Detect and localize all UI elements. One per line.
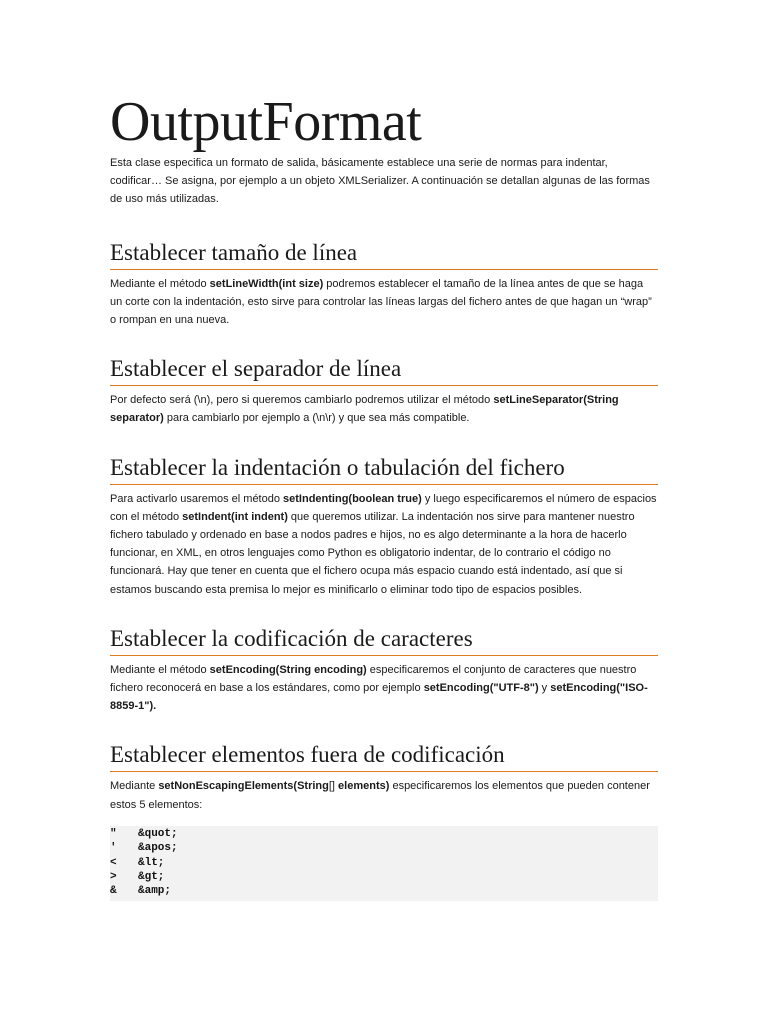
heading-non-escaping: Establecer elementos fuera de codificación: [110, 741, 658, 772]
paragraph-line-width: Mediante el método setLineWidth(int size) podremos establecer el tamaño de la línea antes de que se haga un corte con la indentación, esto sirve para controlar las líneas largas del fichero antes de que hagan un “wrap” o rompan en una nueva.: [110, 277, 652, 327]
code-row: [110, 856, 654, 870]
code-char: ": [110, 827, 117, 840]
code-set-indenting: setIndenting(boolean true): [283, 492, 422, 505]
code-char: <: [110, 856, 117, 869]
code-set-line-width: setLineWidth(int size): [209, 277, 324, 290]
paragraph-non-escaping: Mediante setNonEscapingElements(String[] elements) especificaremos los elementos que pueden contener estos 5 elementos:: [110, 780, 650, 811]
code-elements: elements): [338, 780, 390, 793]
code-entity: &lt;: [138, 856, 165, 869]
code-row: [110, 841, 654, 855]
code-set-line-separator: setLineSeparator(String separator): [110, 394, 619, 425]
document-title: OutputFormat: [110, 91, 422, 153]
heading-indent: Establecer la indentación o tabulación del fichero: [110, 454, 658, 485]
code-set-indent: setIndent(int indent): [182, 510, 288, 523]
code-entity: &apos;: [138, 842, 178, 855]
code-char: >: [110, 871, 117, 884]
code-set-encoding: setEncoding(String encoding): [209, 663, 367, 676]
intro-paragraph: Esta clase especifica un formato de salida, básicamente establece una serie de normas para indentar, codificar… Se asigna, por ejemplo a un objeto XMLSerializer. A continuación se detallan algunas de las formas de uso más utilizadas.: [110, 157, 650, 206]
code-row: [110, 884, 654, 898]
code-set-non-escaping: setNonEscapingElements(String: [158, 780, 329, 793]
code-set-encoding-iso: setEncoding("ISO-8859-1").: [110, 682, 648, 713]
heading-encoding: Establecer la codificación de caracteres: [110, 625, 658, 656]
paragraph-indent: Para activarlo usaremos el método setIndenting(boolean true) y luego especificaremos el número de espacios con el método setIndent(int indent) que queremos utilizar. La indentación nos sirve para mantener nuestro fichero tabulado y ordenado en base a nodos padres e hijos, no es algo determinante a la hora de hacerlo funcionar, en XML, en otros lenguajes como Python es obligatorio indentar, de lo contrario el código no funcionará. Hay que tener en cuenta que el fichero ocupa más espacio cuando está indentado, así que si estamos buscando esta premisa lo mejor es minificarlo o eliminar todo tipo de espacios posibles.: [110, 492, 657, 596]
code-entity: &gt;: [138, 871, 165, 884]
code-row: [110, 870, 654, 884]
entities-code-block: [110, 826, 658, 901]
paragraph-line-separator: Por defecto será (\n), pero si queremos cambiarlo podremos utilizar el método setLineSeparator(String separator) para cambiarlo por ejemplo a (\n\r) y que sea más compatible.: [110, 394, 619, 425]
code-char: &: [110, 885, 117, 898]
code-set-encoding-utf8: setEncoding("UTF-8"): [423, 682, 539, 695]
paragraph-encoding: Mediante el método setEncoding(String encoding) especificaremos el conjunto de caracteres que nuestro fichero reconocerá en base a los estándares, como por ejemplo setEncoding("UTF-8") y setEncoding("ISO-8859-1").: [110, 663, 648, 713]
heading-line-width: Establecer tamaño de línea: [110, 239, 658, 270]
code-entity: &amp;: [138, 885, 172, 898]
code-entity: &quot;: [138, 827, 178, 840]
heading-line-separator: Establecer el separador de línea: [110, 355, 658, 386]
code-row: [110, 827, 654, 841]
code-char: ': [110, 842, 117, 855]
